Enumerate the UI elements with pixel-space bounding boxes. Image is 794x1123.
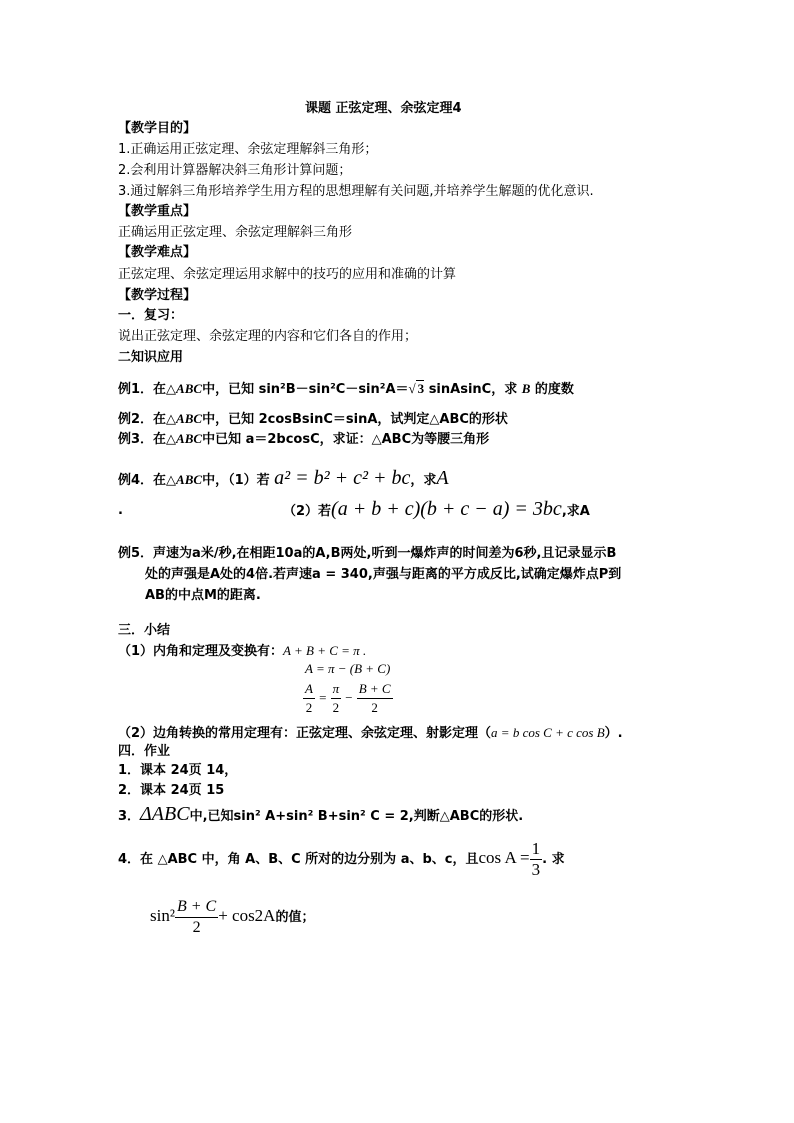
objectives-heading: 【教学目的】: [118, 121, 197, 136]
homework-text: 4．在 △ABC 中，角 A、B、C 所对的边分别为 a、b、c，且: [118, 852, 479, 867]
example-text: 中已知 a＝2bcosC，求证：△ABC为等腰三角形: [202, 432, 490, 447]
summary-item-1: [118, 643, 366, 660]
example-2: [118, 411, 508, 428]
angle-a: A: [436, 467, 449, 489]
fraction: $\frac{\pi}{2}$: [332, 681, 340, 715]
homework-text: 中,已知sin² A+sin² B+sin² C = 2,判断△ABC的形状.: [189, 809, 524, 824]
fraction: $\frac{B + C}{2}$: [358, 681, 391, 715]
triangle-name: ABC: [176, 472, 203, 487]
homework-item: 2．课本 24页 15: [118, 783, 225, 798]
example-text: ,求A: [561, 504, 590, 519]
example-1: [118, 381, 574, 398]
equals-sign: =: [319, 690, 327, 705]
summary-heading: 三．小结: [118, 623, 171, 638]
example-text: 中，已知 2cosBsinC＝sinA，试判定△ABC的形状: [202, 412, 508, 427]
page-title: 课题 正弦定理、余弦定理4: [305, 101, 462, 116]
objective-item: 2.会利用计算器解决斜三角形计算问题；: [118, 163, 352, 178]
difficulty-text: 正弦定理、余弦定理运用求解中的技巧的应用和准确的计算: [118, 267, 457, 282]
formula-1: a² = b² + c² + bc: [274, 467, 411, 489]
summary-item-2: [118, 725, 623, 742]
cos-2a: + cos2A: [218, 906, 276, 925]
fraction-one-third: $\frac{1}{3}$: [531, 839, 541, 879]
example-label: 例3．在△: [118, 432, 177, 447]
fraction: $\frac{A}{2}$: [305, 681, 313, 715]
example-text: sinAsinC，求: [424, 382, 522, 397]
example-label: 例1．在△: [118, 382, 177, 397]
example-3: [118, 431, 489, 448]
sqrt-sign: √: [408, 381, 416, 396]
summary-text: ）.: [604, 726, 623, 741]
homework-item: 1．课本 24页 14，: [118, 763, 238, 778]
triangle-name: ABC: [176, 431, 203, 446]
formula-2: (a + b + c)(b + c − a) = 3bc: [331, 498, 562, 520]
example-label: 例2．在△: [118, 412, 177, 427]
example-text: 中，已知 sin²B－sin²C－sin²A＝: [202, 382, 409, 397]
example-4-part-2: [283, 497, 590, 524]
homework-item-3: [118, 802, 523, 829]
homework-label: 3．: [118, 809, 141, 824]
example-4-dot: .: [118, 503, 123, 518]
fraction: $\frac{B + C}{2}$: [176, 898, 217, 936]
homework-text: 的值；: [275, 910, 315, 925]
example-5-line: 例5．声速为a米/秒,在相距10a的A,B两处,听到一爆炸声的时间差为6秒,且记录显示B: [118, 546, 617, 561]
example-text: 的度数: [530, 382, 574, 397]
triangle-name: ABC: [176, 381, 203, 396]
difficulty-heading: 【教学难点】: [118, 245, 197, 260]
triangle-name: ABC: [176, 411, 203, 426]
example-label: 例4．在△: [118, 473, 177, 488]
example-text: 中，（1）若: [202, 473, 275, 488]
sqrt-value: 3: [417, 381, 425, 396]
cos-a: cos A =: [478, 848, 530, 867]
angle-formula-2: A = π − (B + C): [305, 661, 391, 676]
key-text: 正确运用正弦定理、余弦定理解斜三角形: [118, 225, 353, 240]
example-4: [118, 466, 449, 493]
triangle-symbol: ΔABC: [140, 803, 190, 825]
example-text: （2）若: [283, 504, 332, 519]
summary-text: （2）边角转换的常用定理有：正弦定理、余弦定理、射影定理（: [118, 726, 492, 741]
review-text: 说出正弦定理、余弦定理的内容和它们各自的作用；: [118, 329, 418, 344]
angle-b: B: [521, 381, 531, 396]
review-heading: 一．复习：: [118, 308, 184, 323]
angle-sum-formula: A + B + C = π .: [283, 643, 367, 658]
minus-sign: −: [345, 690, 353, 705]
homework-item-4: [118, 835, 565, 883]
homework-heading: 四．作业: [118, 744, 171, 759]
half-angle-formula: [303, 680, 393, 717]
key-heading: 【教学重点】: [118, 204, 197, 219]
projection-formula: a = b cos C + c cos B: [491, 725, 605, 740]
example-text: ，求: [410, 473, 437, 488]
example-5-line: 处的声强是A处的4倍.若声速a = 340,声强与距离的平方成反比,试确定爆炸点P到: [145, 567, 622, 582]
objective-item: 3.通过解斜三角形培养学生用方程的思想理解有关问题,并培养学生解题的优化意识.: [118, 184, 594, 199]
example-5-line: AB的中点M的距离.: [145, 588, 261, 603]
homework-text: . 求: [542, 852, 565, 867]
apply-heading: 二知识应用: [118, 350, 184, 365]
sin-squared: sin²: [150, 906, 175, 925]
objective-item: 1.正确运用正弦定理、余弦定理解斜三角形；: [118, 142, 378, 157]
homework-item-4-formula: [150, 893, 314, 941]
summary-text: （1）内角和定理及变换有：: [118, 644, 284, 659]
process-heading: 【教学过程】: [118, 288, 197, 303]
